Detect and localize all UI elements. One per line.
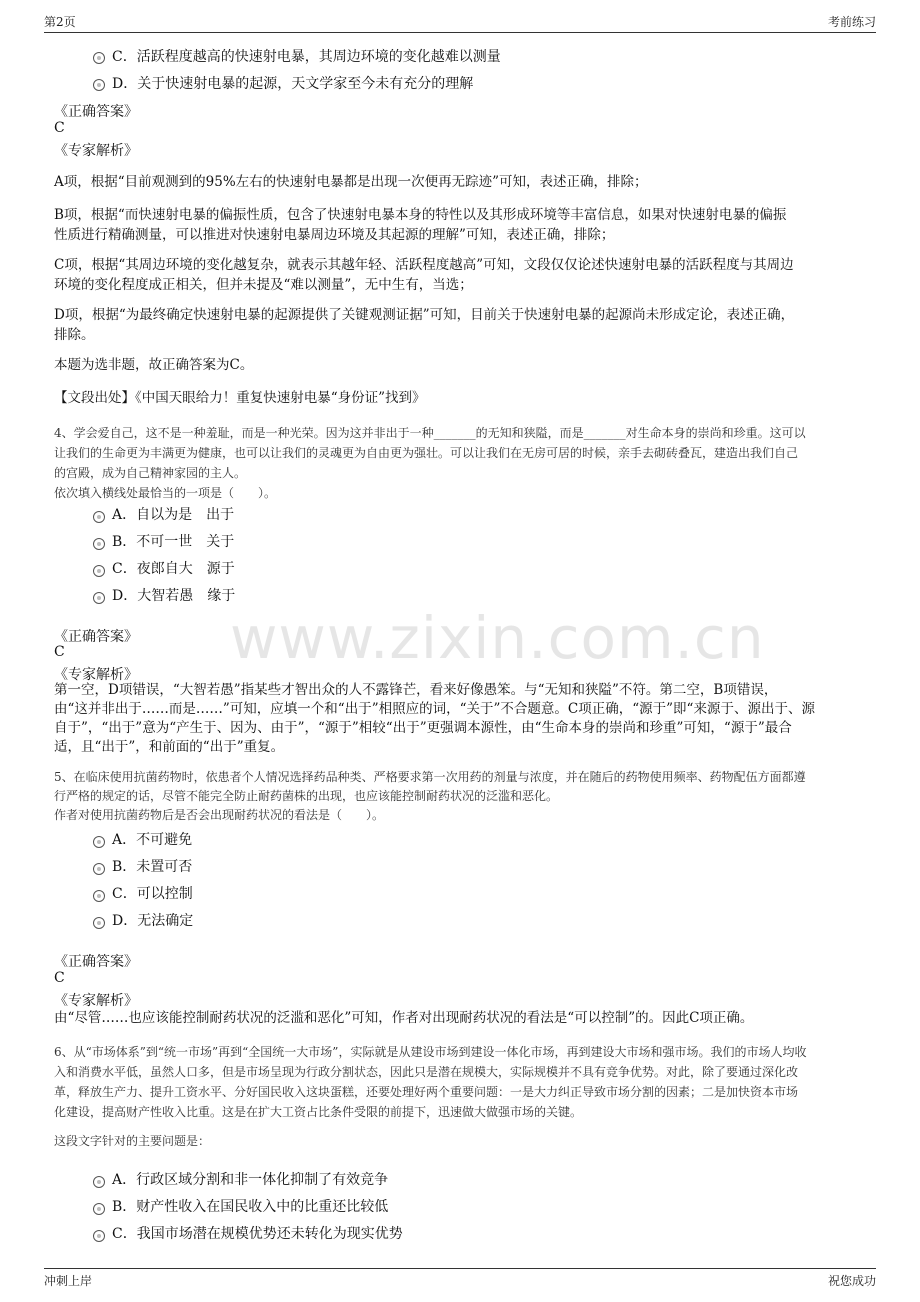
radio-option-q4-d[interactable] bbox=[93, 592, 105, 604]
radio-option-q5-d[interactable] bbox=[93, 917, 105, 929]
answer-label: 《正确答案》 bbox=[54, 629, 138, 645]
question-6-stem: 6、从“市场体系”到“统一市场”再到“全国统一大市场”，实际就是从建设市场到建设一体化市场，再到建设大市场和强市场。我们的市场人均收 入和消费水平低，虽然人口多，但是市场呈现为行政分割状态，因此只是潜在规模大，实际规模并不具有竞争优势。对此，除了要通过深化改 革，释放生产力、提升工资水平、分好国民收入这块蛋糕，还要处理好两个重要问题：一是大力纠正导致市场分割的因素；二是加快资本市场 化建设，提高财产性收入比重。这是在扩大工资占比条件受限的前提下，迅速做大做强市场的关键。 bbox=[54, 1045, 807, 1119]
analysis-b: B项，根据“而快速射电暴的偏振性质，包含了快速射电暴本身的特性以及其形成环境等丰富信息，如果对快速射电暴的偏振 性质进行精确测量，可以推进对快速射电暴周边环境及其起源的理解”可知，表述正确，排除； bbox=[54, 207, 787, 243]
option-q6-b[interactable]: B．财产性收入在国民收入中的比重还比较低 bbox=[112, 1199, 389, 1215]
answer-label: 《正确答案》 bbox=[54, 954, 138, 970]
option-q4-d[interactable]: D．大智若愚 缘于 bbox=[112, 588, 236, 604]
option-q4-c[interactable]: C．夜郎自大 源于 bbox=[112, 561, 235, 577]
radio-option-q4-a[interactable] bbox=[93, 511, 105, 523]
option-q3-c[interactable]: C．活跃程度越高的快速射电暴，其周边环境的变化越难以测量 bbox=[112, 49, 501, 65]
question-4-analysis: 第一空，D项错误，“大智若愚”指某些才智出众的人不露锋芒，看来好像愚笨。与“无知和狭隘”不符。第二空，B项错误， 由“这并非出于……而是……”可知，应填一个和“出于”相照应的词，“关于”不合题意。C项正确，“源于”即“来源于、源出于、源 自于”，“出于”意为“产生于、因为、由于”，“源于”相较“出于”更强调本源性，由“生命本身的崇尚和珍重”可知，“源于”最合 适，且“出于”，和前面的“出于”重复。 bbox=[54, 682, 815, 755]
analysis-label: 《专家解析》 bbox=[54, 143, 138, 159]
analysis-c: C项，根据“其周边环境的变化越复杂，就表示其越年轻、活跃程度越高”可知，文段仅仅论述快速射电暴的活跃程度与其周边 环境的变化程度成正相关，但并未提及“难以测量”，无中生有，当选； bbox=[54, 257, 794, 293]
page-header bbox=[44, 10, 876, 33]
option-q4-a[interactable]: A．自以为是 出于 bbox=[112, 507, 235, 523]
radio-option-q6-c[interactable] bbox=[93, 1230, 105, 1242]
analysis-label: 《专家解析》 bbox=[54, 993, 138, 1009]
option-q4-b[interactable]: B．不可一世 关于 bbox=[112, 534, 235, 550]
radio-option-q5-a[interactable] bbox=[93, 836, 105, 848]
question-5-stem: 5、在临床使用抗菌药物时，依患者个人情况选择药品种类、严格要求第一次用药的剂量与浓度，并在随后的药物使用频率、药物配伍方面都遵 行严格的规定的话，尽管不能完全防止耐药菌株的出现，也应该能控制耐药状况的泛滥和恶化。 作者对使用抗菌药物后是否会出现耐药状况的看法是（ ）。 bbox=[54, 770, 806, 822]
answer-value: C bbox=[54, 120, 65, 136]
option-q5-b[interactable]: B．未置可否 bbox=[112, 859, 193, 875]
page-number: 第2页 bbox=[44, 14, 76, 29]
radio-option-q5-b[interactable] bbox=[93, 863, 105, 875]
option-q5-d[interactable]: D．无法确定 bbox=[112, 913, 194, 929]
radio-option-q4-c[interactable] bbox=[93, 565, 105, 577]
footer-left: 冲刺上岸 bbox=[44, 1273, 93, 1288]
page-footer bbox=[44, 1268, 876, 1291]
analysis-label: 《专家解析》 bbox=[54, 667, 138, 683]
option-q6-a[interactable]: A．行政区域分割和非一体化抑制了有效竞争 bbox=[112, 1172, 389, 1188]
question-4-stem: 4、学会爱自己，这不是一种羞耻，而是一种光荣。因为这并非出于一种_______的无知和狭隘，而是_______对生命本身的崇尚和珍重。这可以 让我们的生命更为丰满更为健康，也可以让我们的灵魂更为自由更为强壮。可以让我们在无房可居的时候，亲手去砌砖叠瓦，建造出我们自己 的宫殿，成为自己精神家园的主人。 依次填入横线处最恰当的一项是（ ）。 bbox=[54, 426, 806, 500]
option-q6-c[interactable]: C．我国市场潜在规模优势还未转化为现实优势 bbox=[112, 1226, 403, 1242]
radio-option-q6-b[interactable] bbox=[93, 1203, 105, 1215]
analysis-conclusion: 本题为选非题，故正确答案为C。 bbox=[54, 357, 254, 373]
source-note: 【文段出处】《中国天眼给力！重复快速射电暴“身份证”找到》 bbox=[54, 390, 426, 406]
answer-value: C bbox=[54, 970, 65, 986]
option-q3-d[interactable]: D．关于快速射电暴的起源，天文学家至今未有充分的理解 bbox=[112, 76, 474, 92]
radio-option-q3-c[interactable] bbox=[93, 52, 105, 64]
radio-option-q4-b[interactable] bbox=[93, 538, 105, 550]
option-q5-a[interactable]: A．不可避免 bbox=[112, 832, 193, 848]
question-5-analysis: 由“尽管……也应该能控制耐药状况的泛滥和恶化”可知，作者对出现耐药状况的看法是“可以控制”的。因此C项正确。 bbox=[54, 1010, 754, 1026]
header-title: 考前练习 bbox=[827, 14, 876, 29]
watermark: www.zixin.com.cn bbox=[230, 604, 765, 672]
question-6-prompt: 这段文字针对的主要问题是： bbox=[54, 1134, 211, 1148]
analysis-d: D项，根据“为最终确定快速射电暴的起源提供了关键观测证据”可知，目前关于快速射电暴的起源尚未形成定论，表述正确， 排除。 bbox=[54, 307, 795, 343]
answer-label: 《正确答案》 bbox=[54, 104, 138, 120]
answer-value: C bbox=[54, 644, 65, 660]
footer-right: 祝您成功 bbox=[827, 1273, 876, 1288]
radio-option-q6-a[interactable] bbox=[93, 1176, 105, 1188]
radio-option-q5-c[interactable] bbox=[93, 890, 105, 902]
option-q5-c[interactable]: C．可以控制 bbox=[112, 886, 193, 902]
analysis-a: A项，根据“目前观测到的95%左右的快速射电暴都是出现一次便再无踪迹”可知，表述正确，排除； bbox=[54, 174, 648, 190]
radio-option-q3-d[interactable] bbox=[93, 79, 105, 91]
